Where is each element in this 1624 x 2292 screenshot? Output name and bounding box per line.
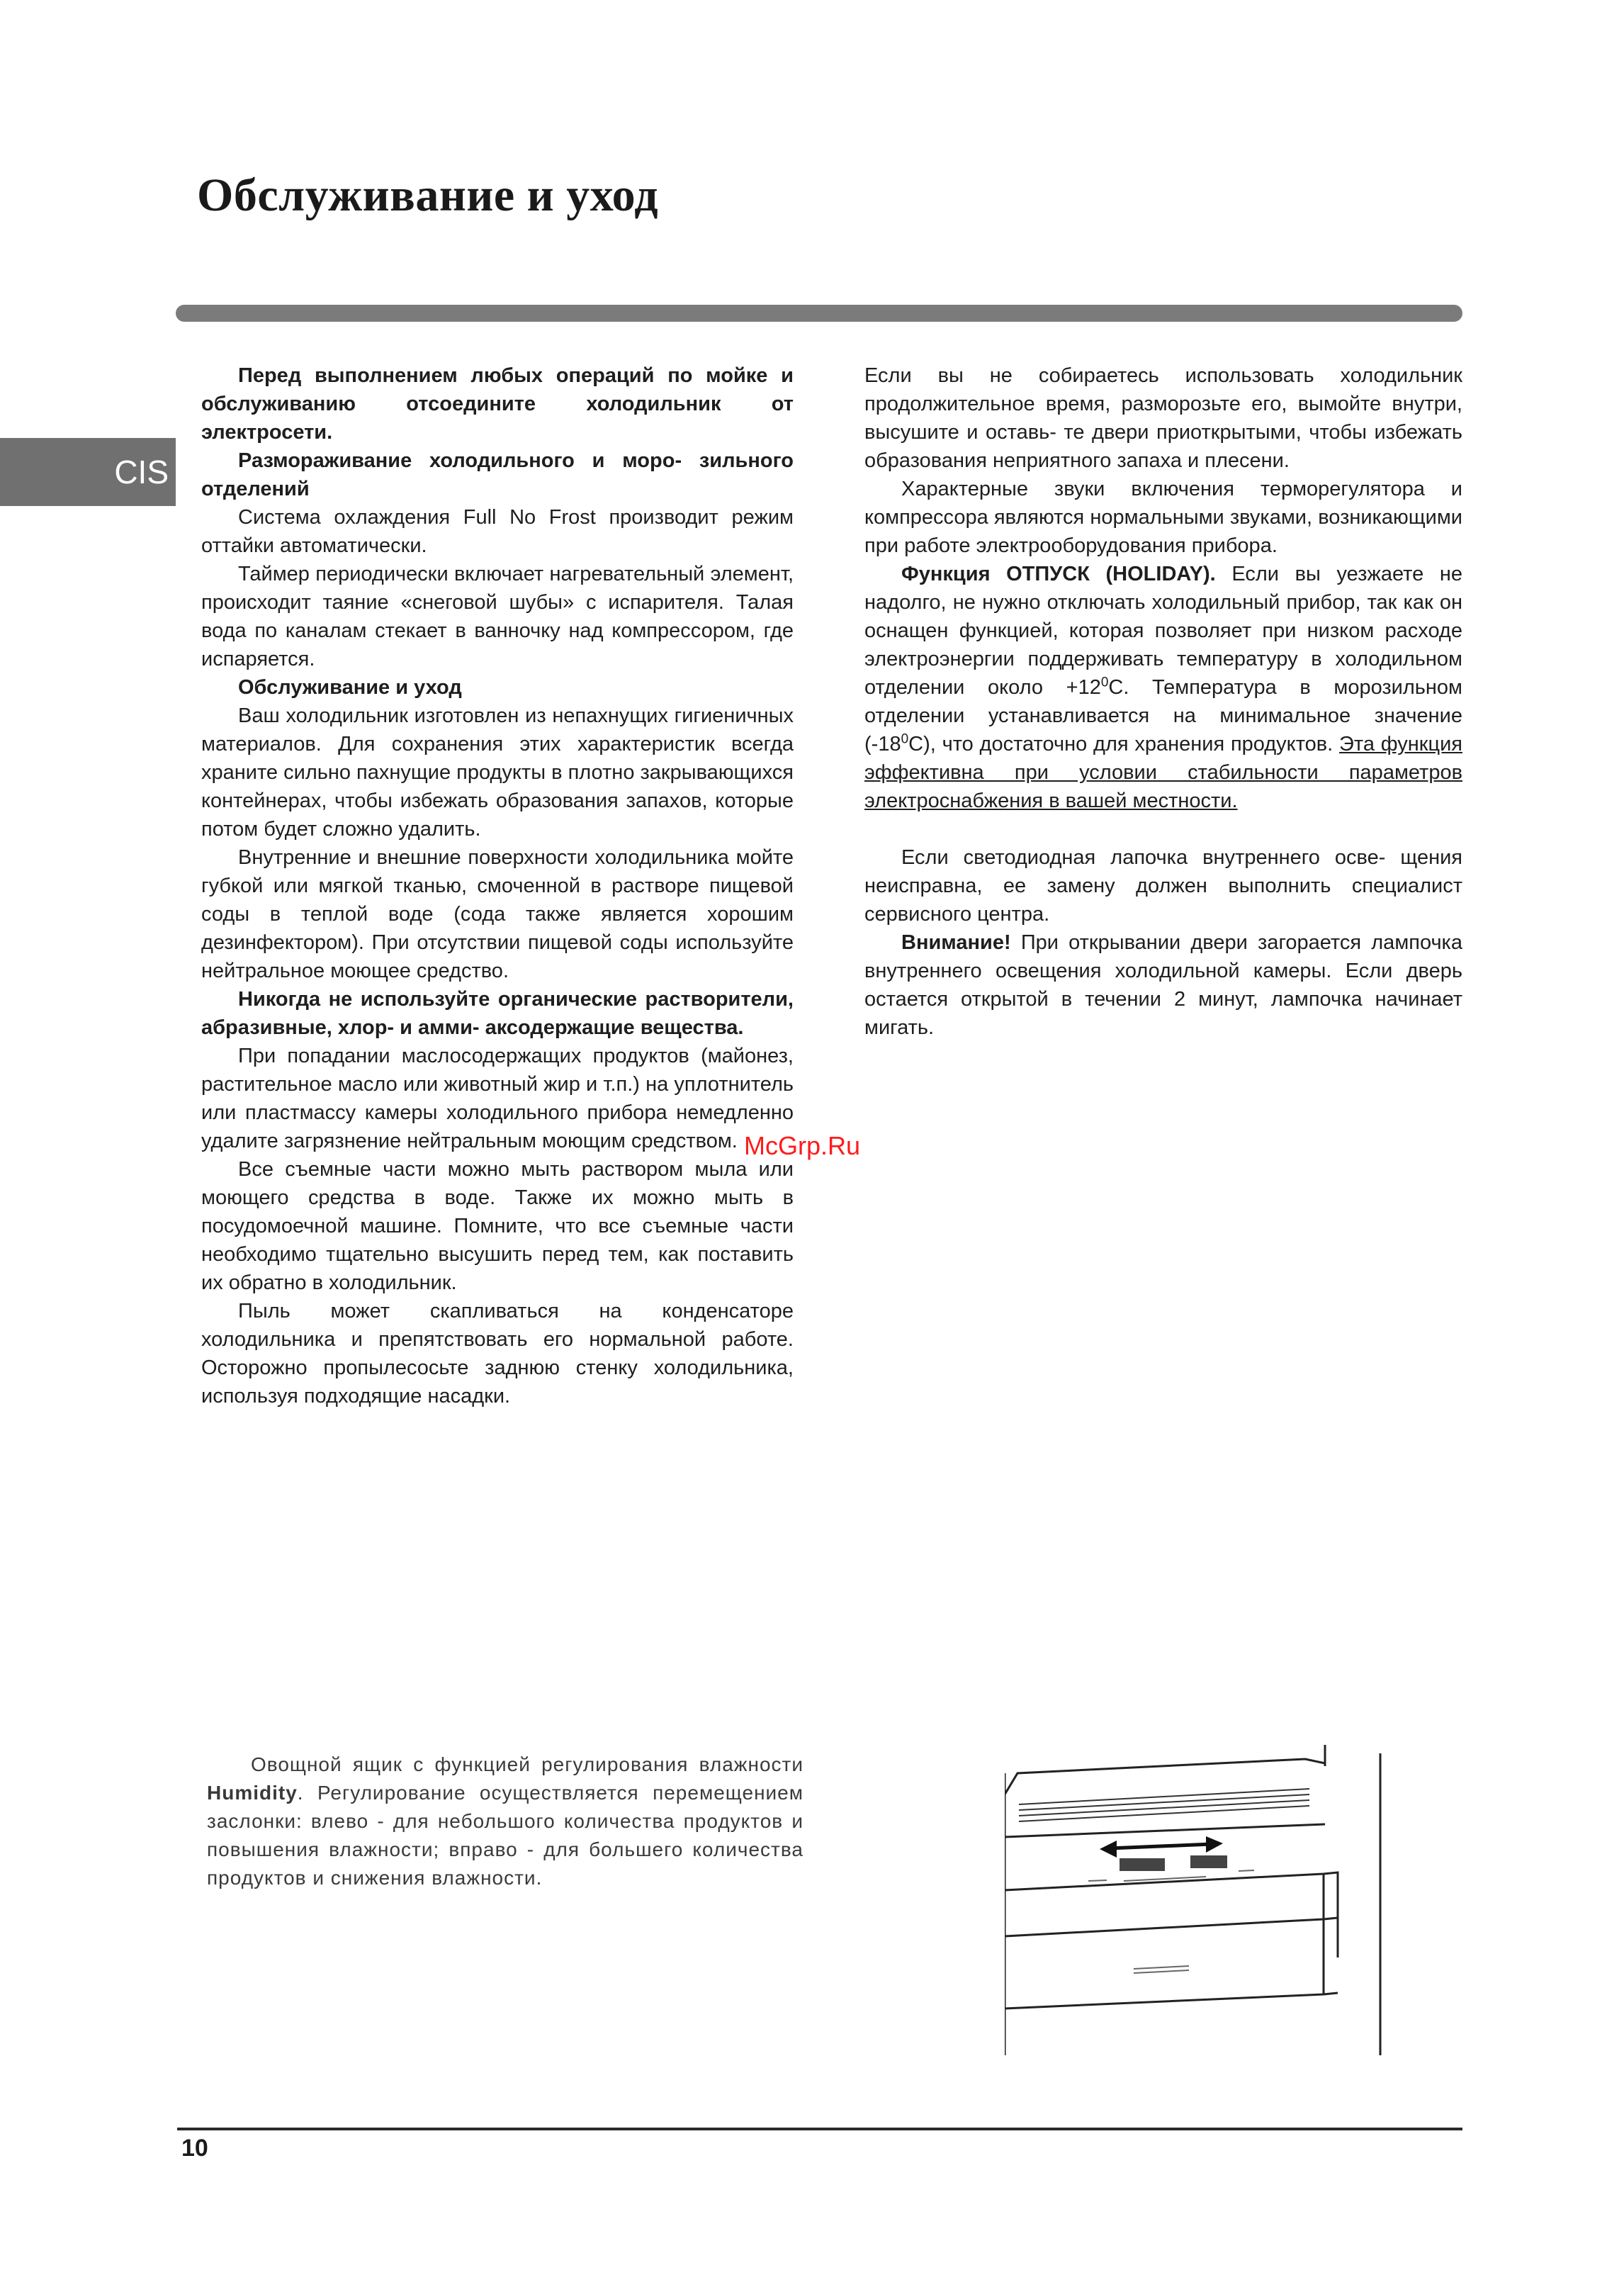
defrost-paragraph-1: Система охлаждения Full No Frost производит режим оттайки автоматически. [201,506,794,557]
holiday-text-3: С), что достаточно для хранения продуктов. [908,733,1333,755]
warning-paragraph: Перед выполнением любых операций по мойке и обслуживанию отсоедините холодильник от электросети. [201,364,794,444]
defrost-paragraph-2: Таймер периодически включает нагревательный элемент, происходит таяние «снеговой шубы» с испарителя. Талая вода по каналам стекает в ванночку над компрессором, где испаряется. [201,563,794,670]
footer-divider [177,2128,1462,2130]
defrost-heading: Размораживание холодильного и моро- зильного отделений [201,449,794,500]
header-divider [176,305,1462,322]
lamp-paragraph: Если светодиодная лапочка внутреннего осве- щения неисправна, ее замену должен выполнить специалист сервисного центра. [864,846,1462,926]
page-title: Обслуживание и уход [197,169,659,221]
crisper-drawer-illustration [1005,1745,1402,2064]
care-heading: Обслуживание и уход [238,676,462,699]
humidity-label: Humidity [207,1782,298,1804]
degree-mark-2: 0 [901,731,909,747]
watermark: McGrp.Ru [744,1131,861,1160]
caption-text-2: . Регулирование осуществляется перемещением заслонки: влево - для небольшого количества продуктов и повышения влажности; вправо - для большего количества продуктов и снижения влажности. [207,1782,803,1889]
attention-label: Внимание! [901,931,1011,954]
care-paragraph-6: Пыль может скапливаться на конденсаторе холодильника и препятствовать его нормальной работе. Осторожно пропылесосьте заднюю стенку холодильника, используя подходящие насадки. [201,1300,794,1408]
holiday-underlined-note: Эта функция эффективна при условии стабильности параметров электроснабжения в вашей местности. [864,733,1462,812]
holiday-text-1: Если вы уезжаете не надолго, не нужно отключать холодильный прибор, так как он оснащен функцией, которая позволяет при низком расходе электроэнергии поддерживать температуру в холодильном отделении около +12 [864,563,1462,699]
care-warning-paragraph: Никогда не используйте органические растворители, абразивные, хлор- и амми- аксодержащие вещества. [201,988,794,1039]
caption-text-1: Овощной ящик с функцией регулирования влажности [251,1753,803,1775]
care-paragraph-4: При попадании маслосодержащих продуктов (майонез, растительное масло или животный жир и т.п.) на уплотнитель или пластмассу камеры холодильного прибора немедленно удалите загрязнение нейтральным моющим средством. [201,1045,794,1152]
care-paragraph-2: Внутренние и внешние поверхности холодильника мойте губкой или мягкой тканью, смоченной в растворе пищевой соды в теплой воде (сода также является хорошим дезинфектором). При отсутствии пищевой соды используйте нейтральное моющее средство. [201,846,794,982]
page-number: 10 [181,2135,208,2162]
language-tab: CIS [0,438,176,506]
attention-paragraph [864,928,1462,1042]
holiday-text-2: С. Температура в морозильном отделении устанавливается на минимальное значение (-18 [864,676,1462,755]
care-paragraph-5: Все съемные части можно мыть раствором мыла или моющего средства в воде. Также их можно мыть в посудомоечной машине. Помните, что все съемные части необходимо тщательно высушить перед тем, как поставить их обратно в холодильник. [201,1158,794,1294]
holiday-label: Функция ОТПУСК (HOLIDAY). [901,563,1216,585]
degree-mark: 0 [1100,675,1109,690]
holiday-paragraph [864,560,1462,815]
crisper-caption [207,1751,803,1892]
absence-paragraph: Если вы не собираетесь использовать холодильник продолжительное время, разморозьте его, вымойте внутри, высушите и оставь- те двери приоткрытыми, чтобы избежать образования неприятного запаха и плесени. [864,364,1462,472]
sounds-paragraph: Характерные звуки включения терморегулятора и компрессора являются нормальными звуками, возникающими при работе электрооборудования прибора. [864,478,1462,557]
attention-text: При открывании двери загорается лампочка внутреннего освещения холодильной камеры. Если дверь остается открытой в течении 2 минут, лампочка начинает мигать. [864,931,1463,1039]
left-column [201,361,794,1410]
right-column [864,361,1462,1042]
care-paragraph-1: Ваш холодильник изготовлен из непахнущих гигиеничных материалов. Для сохранения этих характеристик всегда храните сильно пахнущие продукты в плотно закрывающихся контейнерах, чтобы избежать образования запахов, которые потом будет сложно удалить. [201,704,794,841]
